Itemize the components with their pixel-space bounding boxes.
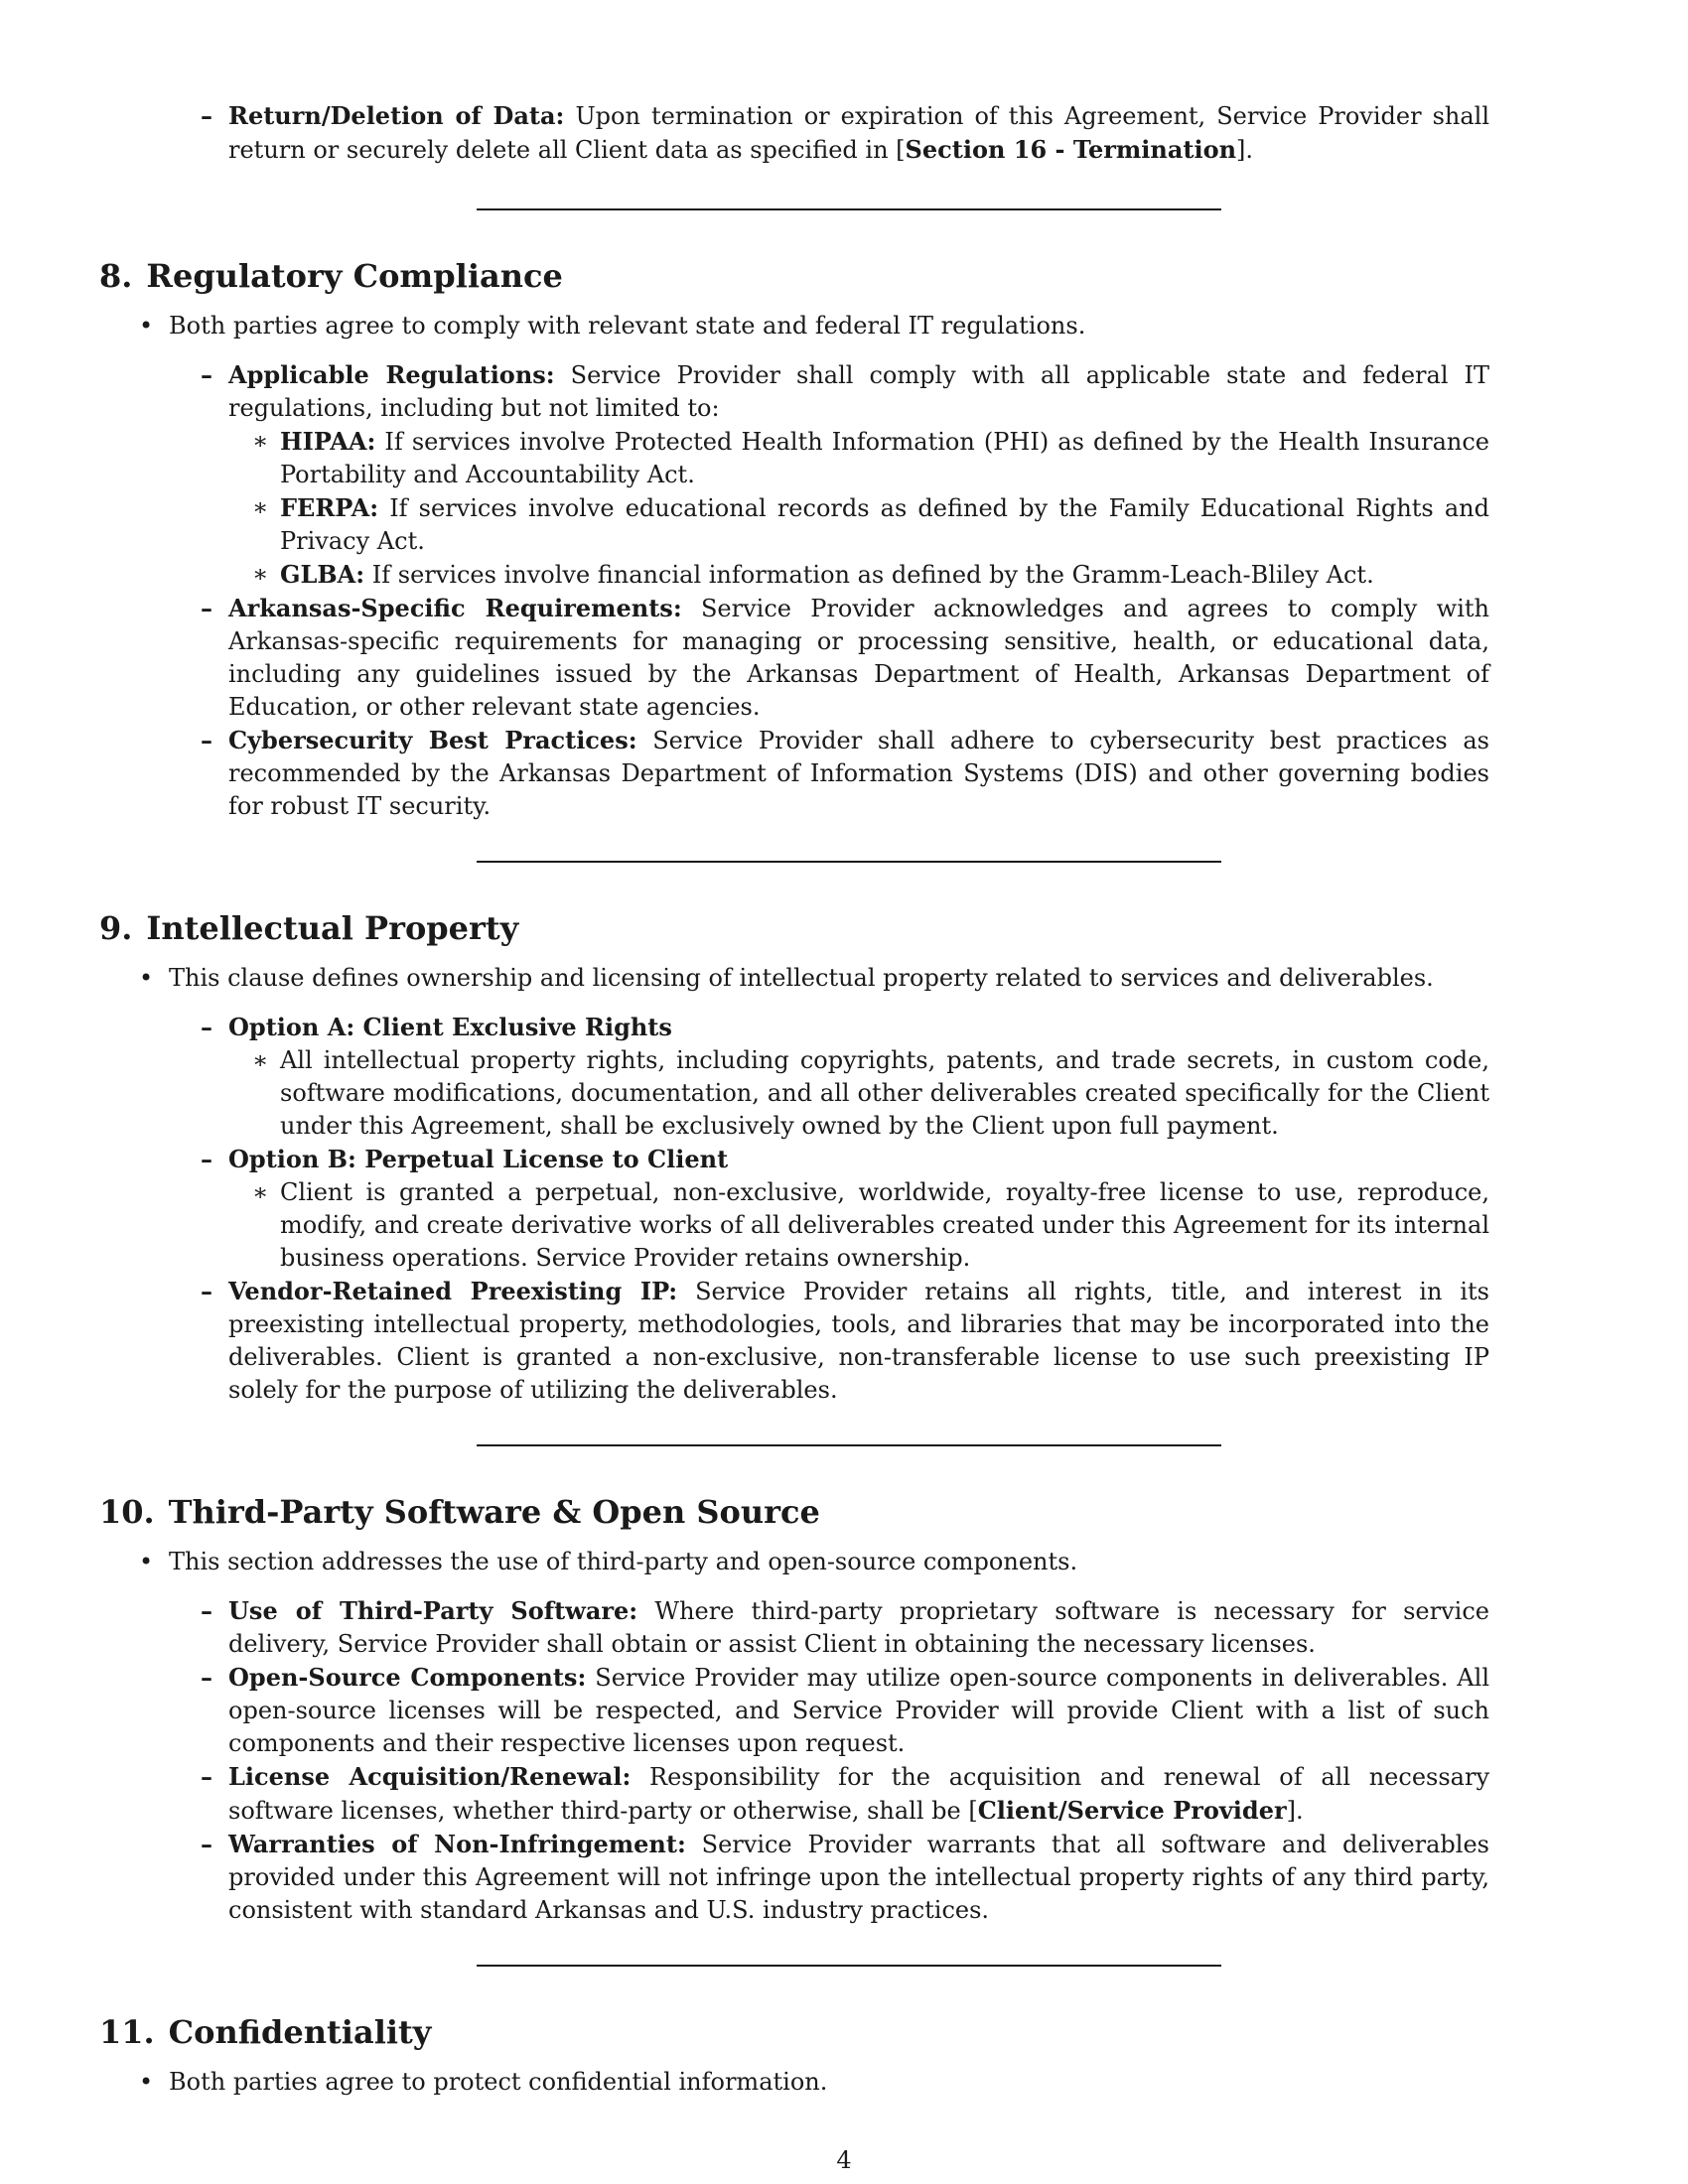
item-text: If services involve financial information as defined by the Gramm-Leach-Bliley Act. [364,561,1374,589]
list-item [99,724,1589,823]
list-item [99,1661,1589,1760]
section-heading [99,1492,1589,1532]
item-text: Service Provider shall comply with all applicable state and federal IT regulations, including but not limited to: [228,361,1490,422]
item-term: GLBA: [280,560,365,589]
item-term: License Acquisition/Renewal: [228,1762,632,1791]
item-text: ]. [1286,1797,1304,1825]
item-term: FERPA: [280,493,379,522]
bullet-item: • Both parties agree to comply with relevant state and federal IT regulations. [99,310,1589,342]
document-page [99,0,1589,2184]
page-number: 4 [836,2146,852,2174]
item-term: Applicable Regulations: [228,360,555,389]
item-term: Return/Deletion of Data: [228,101,565,130]
item-text: Where third-party proprietary software is necessary for service delivery, Service Provider shall obtain or assist Client in obtaining the necessary licenses. [228,1597,1489,1658]
item-term: HIPAA: [280,427,376,456]
section-number: 10. [99,1493,155,1531]
list-item [99,592,1589,724]
item-text: If services involve Protected Health Information (PHI) as defined by the Health Insurance Portability and Accountability Act. [280,428,1489,488]
list-item [99,1760,1589,1828]
item-term: Use of Third-Party Software: [228,1596,638,1625]
section-number: 9. [99,909,133,947]
bullet-item: • This clause defines ownership and licensing of intellectual property related to services and deliverables. [99,962,1589,995]
item-term: Arkansas-Specific Requirements: [228,594,682,622]
item-text: Service Provider retains all rights, title, and interest in its preexisting intellectual property, methodologies, tools, and libraries that may be incorporated into the deliverables. Client is granted a non-exclusive, non-transferable license to use such preexisting IP solely for the purpose of utilizing the deliverables. [228,1278,1489,1404]
item-term: Option A: Client Exclusive Rights [228,1013,672,1041]
sub-list-item [99,491,1589,558]
sub-list-item [99,425,1589,491]
item-term: Cybersecurity Best Practices: [228,726,637,754]
section-title: Confidentiality [168,2013,432,2051]
item-text: ]. [1236,136,1254,164]
section-heading [99,256,1589,296]
section-title: Intellectual Property [146,909,519,947]
list-item [99,1275,1589,1407]
item-text: Service Provider warrants that all software and deliverables provided under this Agreement will not infringe upon the intellectual property rights of any third party, consistent with standard Arkansas and U.S. industry practices. [228,1831,1489,1924]
list-item [99,1011,1589,1044]
section-heading [99,2012,1589,2052]
item-text: Service Provider acknowledges and agrees to comply with Arkansas-specific requirements for managing or processing sensitive, health, or educational data, including any guidelines issued by the Arkansas Department of Health, Arkansas Department of Education, or other relevant state agencies. [228,595,1489,721]
item-text: Responsibility for the acquisition and renewal of all necessary software licenses, whether third-party or otherwise, shall be [ [228,1763,1489,1825]
section-title: Regulatory Compliance [146,257,563,295]
section-number: 8. [99,257,133,295]
section-heading [99,908,1589,948]
placeholder-choice: Client/Service Provider [977,1796,1287,1825]
item-text: Upon termination or expiration of this Agreement, Service Provider shall return or securely delete all Client data as specified in [ [228,102,1490,164]
section-reference: Section 16 - Termination [905,135,1237,164]
item-text: Service Provider shall adhere to cybersecurity best practices as recommended by the Arkansas Department of Information Systems (DIS) and other governing bodies for robust IT security. [228,727,1489,820]
list-item [99,1143,1589,1176]
section-number: 11. [99,2013,155,2051]
sub-list-item [99,558,1589,592]
sub-list-item: ∗ All intellectual property rights, including copyrights, patents, and trade secrets, in custom code, software modifications, documentation, and all other deliverables created specifically for the Client under this Agreement, shall be exclusively owned by the Client upon full payment. [99,1044,1589,1143]
list-item [99,99,1589,167]
sub-list-item: ∗ Client is granted a perpetual, non-exclusive, worldwide, royalty-free license to use, reproduce, modify, and create derivative works of all deliverables created under this Agreement for its internal business operations. Service Provider retains ownership. [99,1176,1589,1275]
item-term: Option B: Perpetual License to Client [228,1145,729,1173]
list-item [99,1828,1589,1927]
item-text: If services involve educational records as defined by the Family Educational Rights and Privacy Act. [280,494,1489,555]
bullet-item: • Both parties agree to protect confidential information. [99,2066,1589,2099]
bullet-item: • This section addresses the use of third-party and open-source components. [99,1546,1589,1578]
item-text: Service Provider may utilize open-source components in deliverables. All open-source licenses will be respected, and Service Provider will provide Client with a list of such components and their respective licenses upon request. [228,1664,1489,1757]
section-title: Third-Party Software & Open Source [168,1493,820,1531]
list-item [99,358,1589,425]
item-term: Warranties of Non-Infringement: [228,1830,686,1858]
list-item [99,1594,1589,1661]
item-term: Open-Source Components: [228,1663,587,1692]
item-term: Vendor-Retained Preexisting IP: [228,1277,678,1305]
